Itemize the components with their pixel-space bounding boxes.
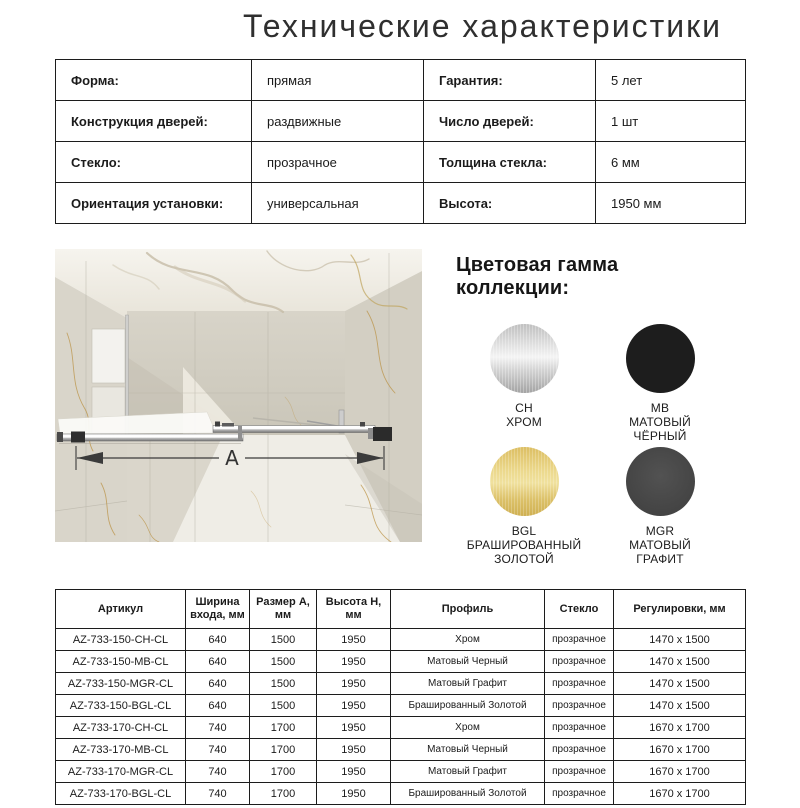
cell-profile: Матовый Черный: [391, 651, 545, 673]
cell-entry-width: 740: [186, 717, 250, 739]
cell-glass: прозрачное: [545, 761, 614, 783]
spec-value: 1950 мм: [596, 183, 746, 224]
cell-height-h: 1950: [317, 629, 391, 651]
spec-table: [55, 59, 746, 224]
spec-label: Гарантия:: [424, 60, 596, 101]
cell-glass: прозрачное: [545, 695, 614, 717]
cell-adjustments: 1670 x 1700: [614, 761, 746, 783]
cell-adjustments: 1670 x 1700: [614, 783, 746, 805]
col-article: [56, 590, 186, 629]
swatch-circle-matte-black: [626, 324, 695, 393]
col-size-a: [250, 590, 317, 629]
roller: [215, 422, 220, 427]
spec-label: Число дверей:: [424, 101, 596, 142]
right-end-cap: [368, 428, 373, 439]
spec-value: раздвижные: [252, 101, 424, 142]
cell-profile: Хром: [391, 717, 545, 739]
cell-entry-width: 640: [186, 651, 250, 673]
cell-adjustments: 1470 x 1500: [614, 629, 746, 651]
mirror-upper: [92, 329, 125, 383]
table-header-row: [56, 590, 746, 629]
header-label: Ширина: [195, 596, 240, 608]
header-label: Артикул: [97, 602, 144, 615]
col-entry-width: [186, 590, 250, 629]
header-label: мм: [345, 609, 362, 621]
cell-profile: Матовый Черный: [391, 739, 545, 761]
cell-profile: Брашированный Золотой: [391, 783, 545, 805]
header-label: входа, мм: [190, 609, 245, 621]
cell-adjustments: 1470 x 1500: [614, 695, 746, 717]
swatch-circle-brushed-gold: [490, 447, 559, 516]
cell-size-a: 1500: [250, 651, 317, 673]
swatch-code: CH: [515, 401, 533, 415]
spec-label: Конструкция дверей:: [56, 101, 252, 142]
header-label: Стекло: [559, 602, 599, 615]
color-swatch-matte-black: [592, 324, 728, 443]
table-row: [56, 761, 746, 783]
cell-glass: прозрачное: [545, 739, 614, 761]
col-glass: [545, 590, 614, 629]
cell-glass: прозрачное: [545, 783, 614, 805]
spec-row: [56, 60, 746, 101]
cell-glass: прозрачное: [545, 651, 614, 673]
cell-size-a: 1700: [250, 739, 317, 761]
table-row: [56, 783, 746, 805]
cell-size-a: 1700: [250, 783, 317, 805]
bar-connector: [238, 426, 242, 440]
cell-height-h: 1950: [317, 695, 391, 717]
cell-article: AZ-733-170-CH-CL: [56, 717, 186, 739]
roller: [360, 422, 365, 427]
cell-size-a: 1500: [250, 695, 317, 717]
swatch-name: МАТОВЫЙ: [629, 415, 691, 429]
cell-entry-width: 740: [186, 783, 250, 805]
product-render: [55, 249, 422, 542]
cell-article: AZ-733-170-BGL-CL: [56, 783, 186, 805]
spec-value: универсальная: [252, 183, 424, 224]
cell-adjustments: 1670 x 1700: [614, 739, 746, 761]
spec-value: 6 мм: [596, 142, 746, 183]
header-label: мм: [274, 609, 292, 621]
header-label: Регулировки, мм: [633, 602, 726, 615]
table-row: [56, 651, 746, 673]
color-swatch-chrome: [456, 324, 592, 443]
color-section-heading: Цветовая гамма коллекции:: [456, 254, 619, 299]
cell-article: AZ-733-150-MB-CL: [56, 651, 186, 673]
cell-height-h: 1950: [317, 783, 391, 805]
cell-adjustments: 1670 x 1700: [614, 717, 746, 739]
cell-profile: Матовый Графит: [391, 673, 545, 695]
cell-article: AZ-733-150-BGL-CL: [56, 695, 186, 717]
table-row: [56, 629, 746, 651]
cell-article: AZ-733-150-MGR-CL: [56, 673, 186, 695]
articles-table: [55, 589, 746, 805]
header-label: Высота H,: [325, 596, 382, 608]
table-row: [56, 739, 746, 761]
cell-entry-width: 640: [186, 695, 250, 717]
spec-value: 1 шт: [596, 101, 746, 142]
spec-row: [56, 101, 746, 142]
cell-height-h: 1950: [317, 761, 391, 783]
spec-value: прозрачное: [252, 142, 424, 183]
spec-label: Форма:: [56, 60, 252, 101]
spec-label: Толщина стекла:: [424, 142, 596, 183]
cell-adjustments: 1470 x 1500: [614, 673, 746, 695]
right-end-block: [373, 427, 392, 441]
swatch-name: МАТОВЫЙ: [629, 538, 691, 552]
cell-profile: Матовый Графит: [391, 761, 545, 783]
cell-height-h: 1950: [317, 651, 391, 673]
cell-size-a: 1500: [250, 629, 317, 651]
middle-section: [55, 249, 745, 566]
col-profile: [391, 590, 545, 629]
left-end-block: [71, 432, 85, 443]
spec-label: Ориентация установки:: [56, 183, 252, 224]
dimension-label: A: [225, 446, 239, 470]
page-title: Технические характеристики: [243, 8, 722, 44]
cell-entry-width: 740: [186, 761, 250, 783]
col-adjustments: [614, 590, 746, 629]
cell-profile: Брашированный Золотой: [391, 695, 545, 717]
table-row: [56, 717, 746, 739]
swatch-circle-matte-graphite: [626, 447, 695, 516]
cell-article: AZ-733-170-MGR-CL: [56, 761, 186, 783]
header-label: Профиль: [441, 602, 494, 615]
swatch-name: ЧЁРНЫЙ: [633, 429, 687, 443]
table-row: [56, 673, 746, 695]
cell-article: AZ-733-150-CH-CL: [56, 629, 186, 651]
spec-value: 5 лет: [596, 60, 746, 101]
cell-size-a: 1700: [250, 761, 317, 783]
left-wall-mount: [57, 432, 63, 442]
swatch-code: MGR: [645, 524, 675, 538]
cell-height-h: 1950: [317, 717, 391, 739]
cell-glass: прозрачное: [545, 717, 614, 739]
swatch-name: ЗОЛОТОЙ: [494, 552, 554, 566]
slide-bar-right: [213, 426, 375, 433]
swatch-code: BGL: [511, 524, 537, 538]
spec-value: прямая: [252, 60, 424, 101]
content: [55, 59, 745, 805]
cell-entry-width: 640: [186, 629, 250, 651]
color-section: [456, 249, 728, 566]
roller: [222, 423, 234, 427]
swatch-grid: [456, 324, 728, 566]
cell-glass: прозрачное: [545, 629, 614, 651]
spec-row: [56, 142, 746, 183]
swatch-name: ГРАФИТ: [636, 552, 684, 566]
spec-label: Высота:: [424, 183, 596, 224]
cell-adjustments: 1470 x 1500: [614, 651, 746, 673]
swatch-circle-chrome: [490, 324, 559, 393]
cell-size-a: 1500: [250, 673, 317, 695]
swatch-name: ХРОМ: [506, 415, 542, 429]
cell-size-a: 1700: [250, 717, 317, 739]
cell-profile: Хром: [391, 629, 545, 651]
color-swatch-brushed-gold: [456, 447, 592, 566]
cell-entry-width: 640: [186, 673, 250, 695]
col-height-h: [317, 590, 391, 629]
color-swatch-matte-graphite: [592, 447, 728, 566]
swatch-code: MB: [650, 401, 670, 415]
swatch-name: БРАШИРОВАННЫЙ: [466, 538, 582, 552]
cell-height-h: 1950: [317, 673, 391, 695]
spec-label: Стекло:: [56, 142, 252, 183]
table-row: [56, 695, 746, 717]
cell-height-h: 1950: [317, 739, 391, 761]
cell-entry-width: 740: [186, 739, 250, 761]
cell-article: AZ-733-170-MB-CL: [56, 739, 186, 761]
spec-row: [56, 183, 746, 224]
cell-glass: прозрачное: [545, 673, 614, 695]
header-label: Размер А,: [256, 596, 310, 608]
